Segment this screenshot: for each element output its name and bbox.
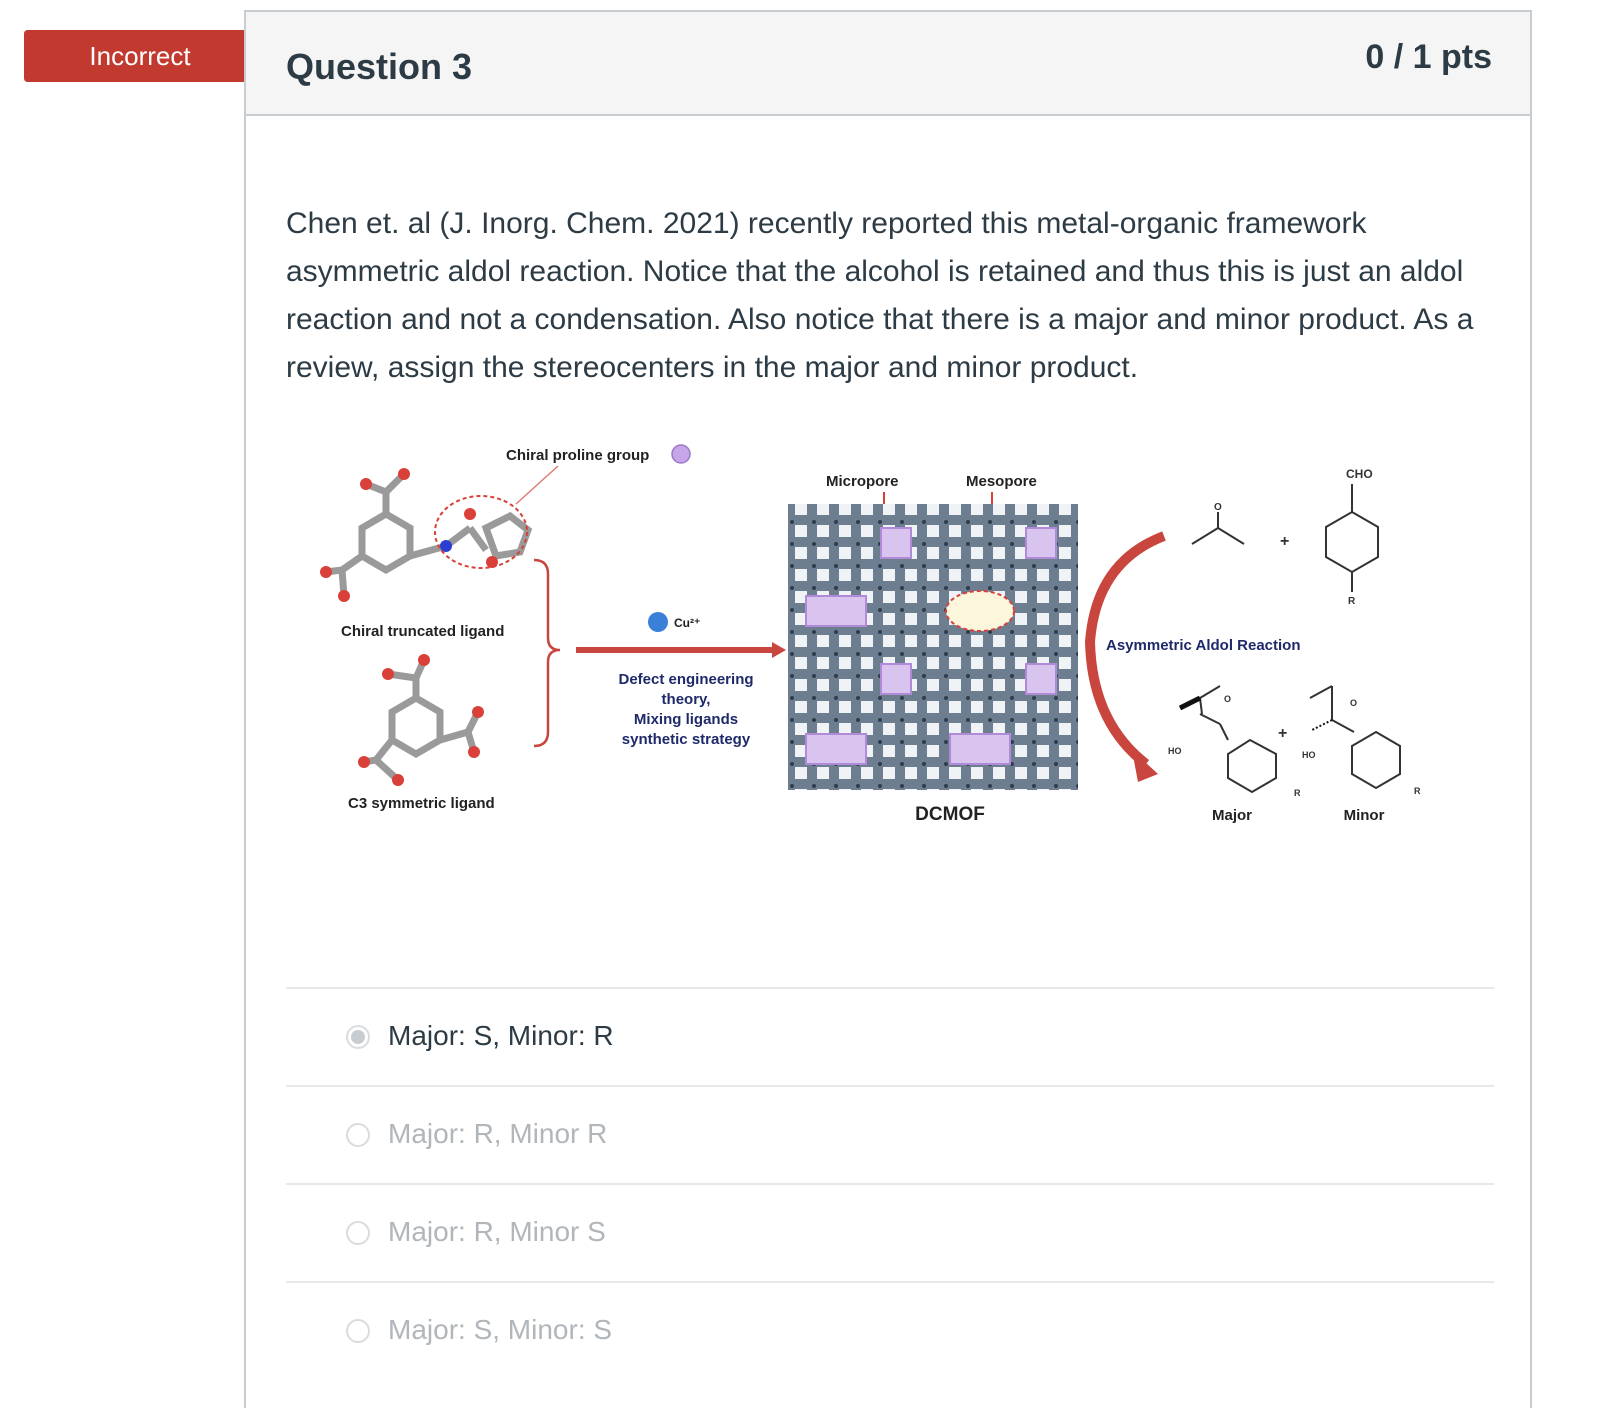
answer-label-4: Major: S, Minor: S	[388, 1314, 613, 1345]
defect-line-4: synthetic strategy	[621, 731, 751, 748]
cu-label: Cu²⁺	[674, 616, 701, 630]
incorrect-label: Incorrect	[89, 41, 191, 71]
minor-label: Minor	[1343, 807, 1385, 824]
mesopore-label: Mesopore	[966, 473, 1037, 490]
answer-option-1[interactable]	[286, 987, 1494, 1085]
reactant-r-label: R	[1348, 596, 1356, 607]
incorrect-banner	[24, 30, 274, 82]
question-header	[246, 12, 1530, 116]
minor-hash-bond	[1312, 720, 1332, 730]
answer-option-2[interactable]	[286, 1085, 1494, 1183]
c3-symmetric-ligand-molecule	[364, 660, 478, 780]
answer-radio-2[interactable]	[346, 1123, 370, 1147]
answer-radio-3[interactable]	[346, 1221, 370, 1245]
major-ho-label: HO	[1168, 746, 1182, 756]
cho-label: CHO	[1346, 467, 1373, 481]
defect-line-2: theory,	[661, 691, 711, 708]
chiral-proline-group-label: Chiral proline group	[506, 447, 650, 464]
answer-list	[286, 987, 1494, 1379]
major-label: Major	[1211, 807, 1253, 824]
question-card	[244, 10, 1532, 1408]
answer-option-4[interactable]	[286, 1281, 1494, 1379]
question-title: Question 3	[286, 46, 473, 87]
copper-ion-sphere	[648, 612, 668, 632]
major-o-label: O	[1224, 694, 1232, 704]
dcmof-label: DCMOF	[915, 804, 985, 825]
answer-radio-4[interactable]	[346, 1319, 370, 1343]
proline-legend-sphere	[672, 445, 690, 463]
c3-symmetric-ligand-label: C3 symmetric ligand	[348, 795, 495, 812]
acetone-structure	[1192, 512, 1244, 544]
reaction-scheme-image	[306, 432, 1466, 872]
defect-line-1: Defect engineering	[618, 671, 754, 688]
minor-r-label: R	[1414, 786, 1421, 796]
nitrogen-atom	[440, 540, 452, 552]
answer-radio-1[interactable]	[346, 1025, 370, 1049]
chiral-truncated-ligand-label: Chiral truncated ligand	[341, 623, 505, 640]
answer-label-1: Major: S, Minor: R	[388, 1020, 614, 1051]
answer-option-3[interactable]	[286, 1183, 1494, 1281]
question-text: Chen et. al (J. Inorg. Chem. 2021) recently reported this metal-organic framework asymmetric aldol reaction. Notice that the alcohol is retained and thus this is just an aldol reaction and not a condensation. Also notice that there is a major and minor product. As a review, assign the stereocenters in the major and minor product.	[286, 207, 1474, 384]
reaction-figure	[306, 432, 1466, 872]
acetone-oxygen-label: O	[1214, 502, 1222, 513]
mesopore-highlight	[946, 591, 1014, 631]
ligand-brace	[534, 560, 560, 746]
answer-label-2: Major: R, Minor R	[388, 1118, 608, 1149]
defect-line-3: Mixing ligands	[633, 711, 739, 728]
product-plus: +	[1278, 725, 1288, 742]
major-r-label: R	[1294, 788, 1301, 798]
benzaldehyde-ring	[1326, 512, 1378, 572]
proline-highlight-ring	[435, 496, 527, 568]
major-wedge-bond	[1180, 698, 1200, 708]
proline-pointer-line	[516, 466, 558, 504]
answer-label-3: Major: R, Minor S	[388, 1216, 606, 1247]
chiral-truncated-ligand-molecule	[326, 474, 528, 596]
synthesis-arrow-head	[772, 642, 786, 658]
minor-ho-label: HO	[1302, 750, 1316, 760]
micropore-label: Micropore	[826, 473, 899, 490]
asymmetric-aldol-label: Asymmetric Aldol Reaction	[1106, 637, 1301, 654]
question-points: 0 / 1 pts	[1365, 38, 1492, 76]
reactant-plus: +	[1280, 533, 1290, 550]
aldol-arrow-head	[1132, 750, 1158, 782]
minor-o-label: O	[1350, 698, 1358, 708]
